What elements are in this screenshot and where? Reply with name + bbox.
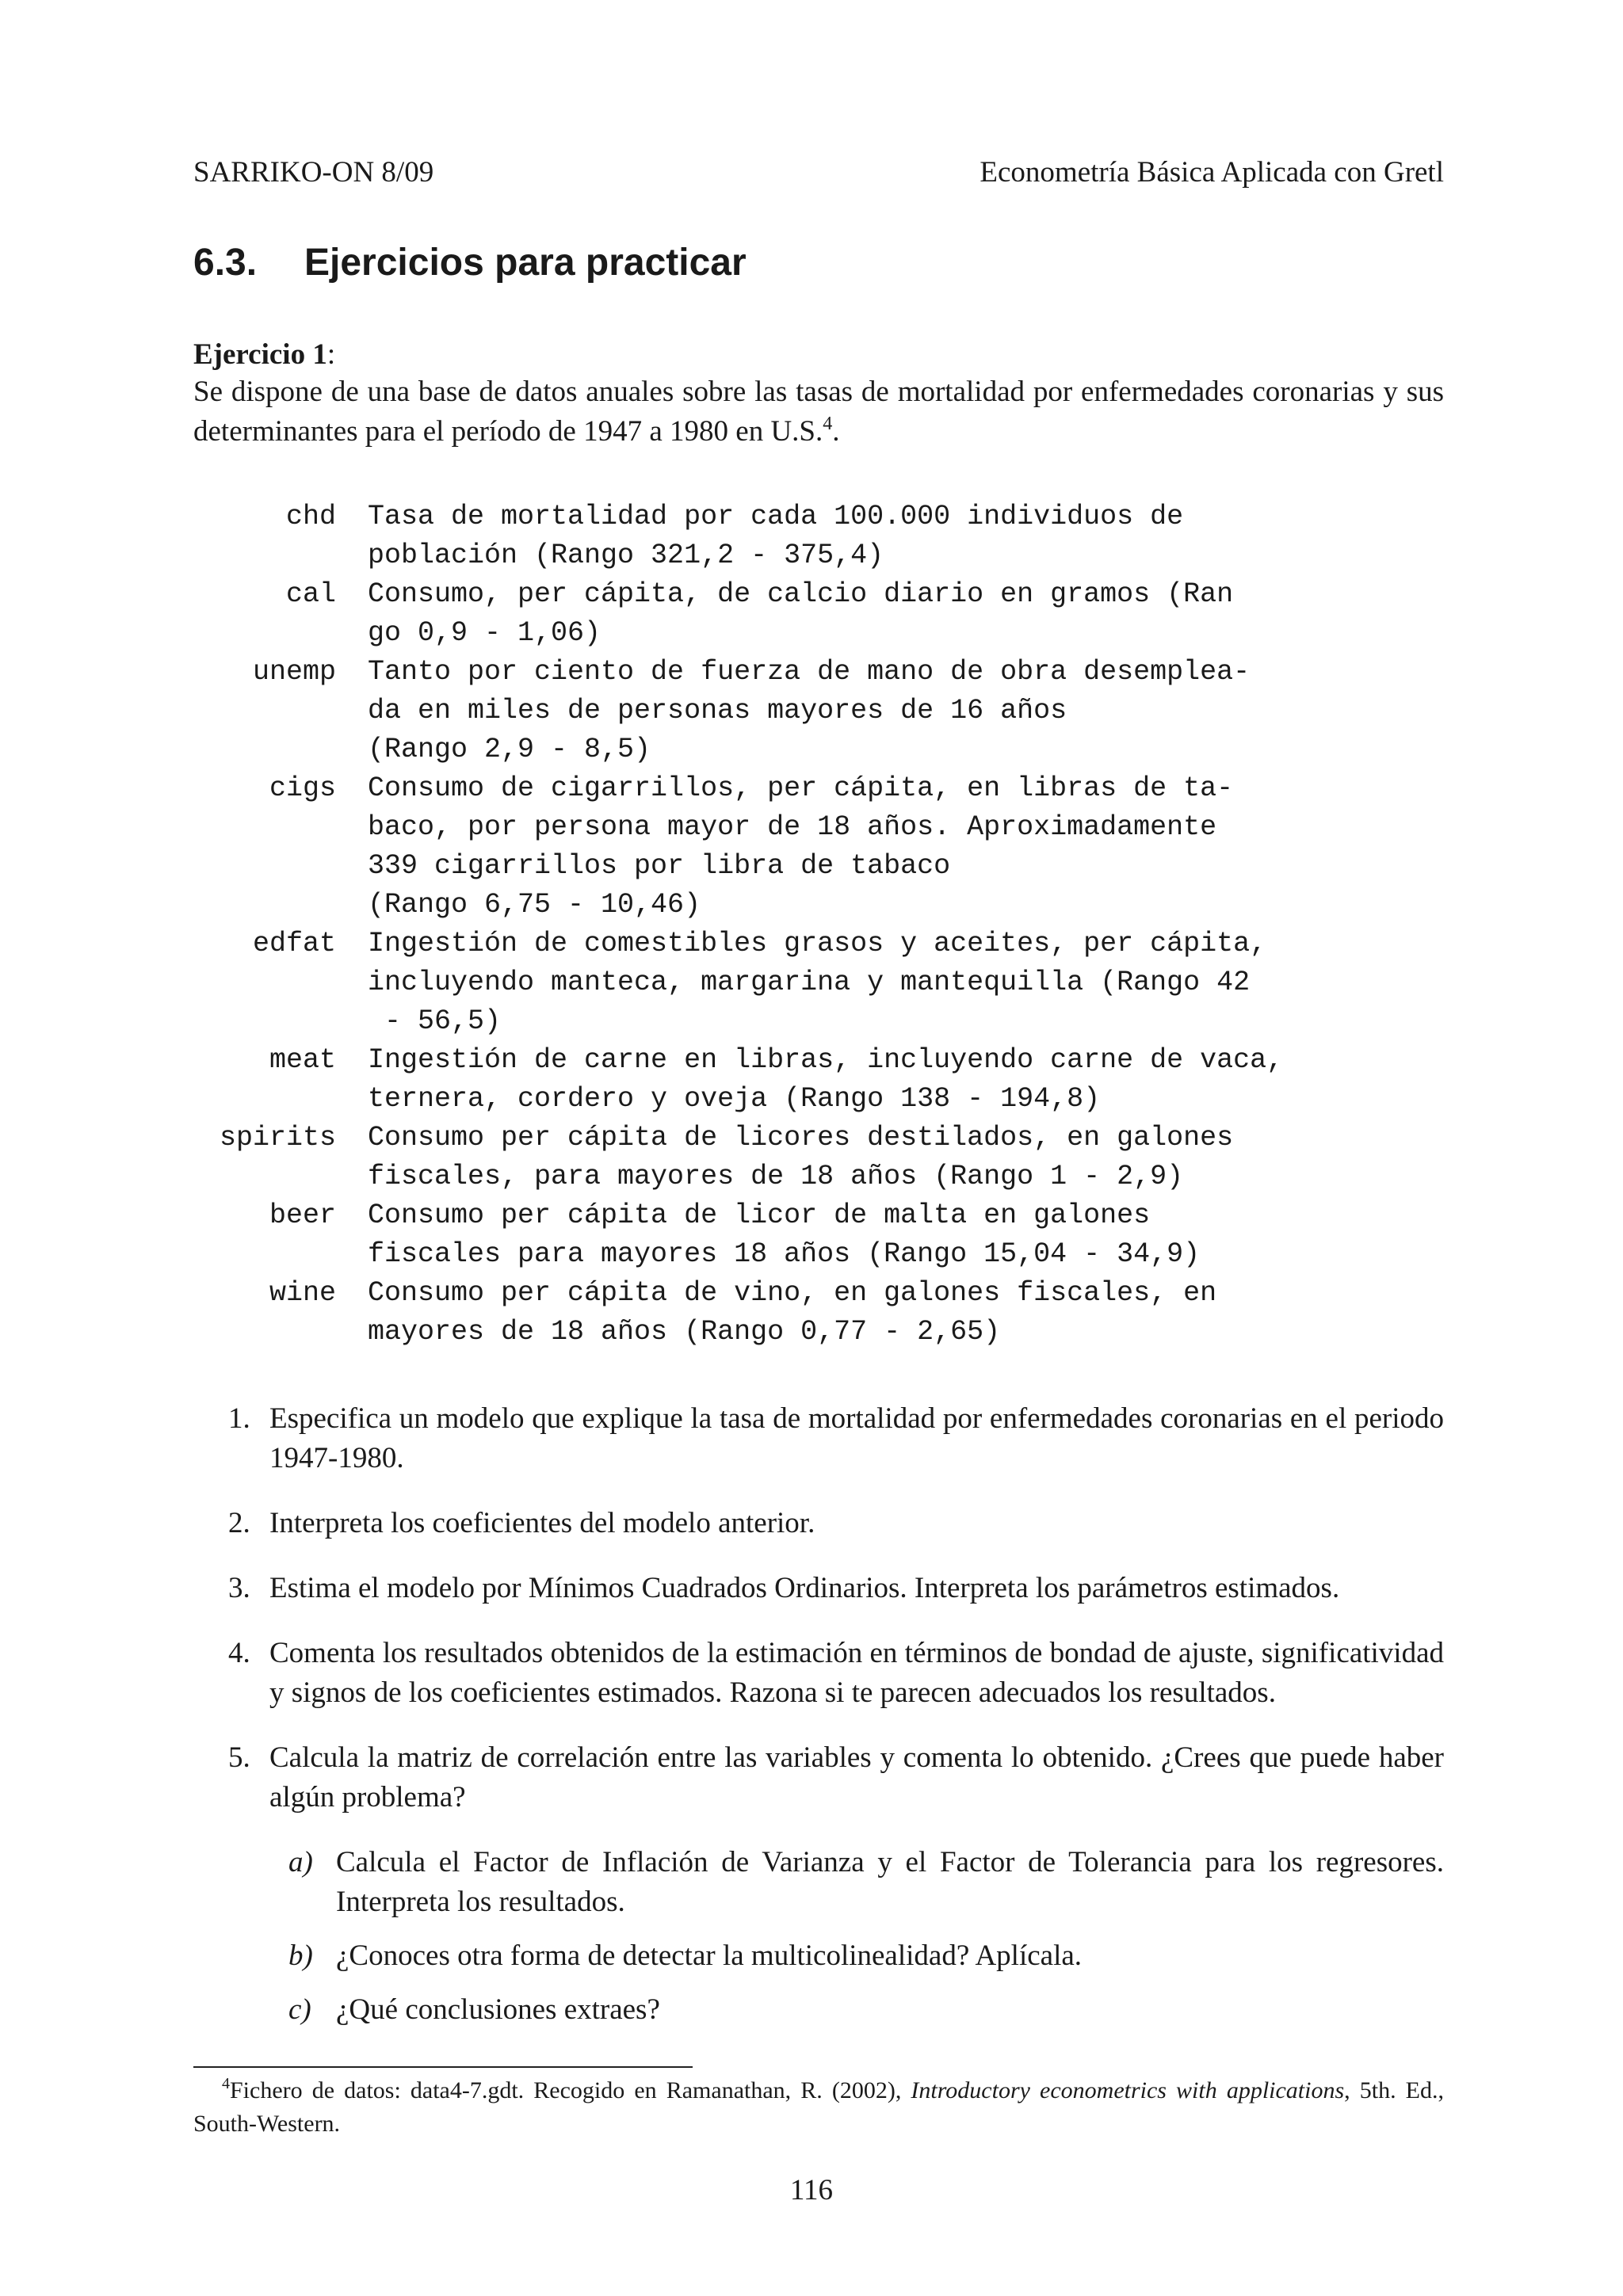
- variable-row: [193, 498, 1382, 575]
- variable-name: beer: [269, 1199, 336, 1231]
- footnote: [193, 2074, 1444, 2141]
- sub-question-item: [269, 1843, 1444, 1922]
- variable-description-line: - 56,5): [368, 1005, 502, 1037]
- variable-description-line: Ingestión de comestibles grasos y aceites, per cápita,: [368, 928, 1267, 959]
- exercise-intro: [193, 372, 1444, 452]
- variable-name: cigs: [269, 772, 336, 804]
- question-number: 5.: [228, 1741, 250, 1774]
- question-number: 3.: [228, 1572, 250, 1604]
- footnote-book-title: Introductory econometrics with applications: [911, 2077, 1345, 2103]
- question-number: 1.: [228, 1402, 250, 1435]
- variable-row: [193, 1196, 1382, 1274]
- variable-description-line: Consumo, per cápita, de calcio diario en gramos (Ran: [368, 578, 1234, 610]
- page-number: 116: [789, 2174, 834, 2206]
- variable-description-line: Consumo per cápita de licor de malta en galones: [368, 1199, 1151, 1231]
- footnote-rule: [193, 2066, 693, 2068]
- variable-description-line: (Rango 2,9 - 8,5): [368, 734, 651, 765]
- variable-description-line: Tanto por ciento de fuerza de mano de obra desemplea-: [368, 656, 1251, 688]
- variable-name: meat: [269, 1044, 336, 1076]
- variable-description: [368, 925, 1267, 1041]
- variable-description: [368, 1196, 1255, 1274]
- variable-description-line: 339 cigarrillos por libra de tabaco: [368, 850, 951, 882]
- variable-description-line: Consumo per cápita de licores destilados, en galones: [368, 1122, 1234, 1154]
- exercise-colon: :: [327, 338, 336, 371]
- question-item: [193, 1399, 1444, 1478]
- variable-description-line: Consumo de cigarrillos, per cápita, en libras de ta-: [368, 772, 1234, 804]
- question-text: Calcula la matriz de correlación entre las variables y comenta lo obtenido. ¿Crees que puede haber algún problema?: [269, 1741, 1444, 1814]
- question-item: [193, 1634, 1444, 1713]
- variable-description-line: mayores de 18 años (Rango 0,77 - 2,65): [368, 1316, 1001, 1348]
- header-left: SARRIKO-ON 8/09: [193, 156, 434, 189]
- question-list: [193, 1399, 1444, 2055]
- sub-question-text: ¿Conoces otra forma de detectar la multicolinealidad? Aplícala.: [336, 1939, 1083, 1972]
- variable-description: [368, 653, 1255, 769]
- sub-question-letter: c): [288, 1993, 311, 2026]
- variable-description-line: ternera, cordero y oveja (Rango 138 - 194,8): [368, 1083, 1101, 1115]
- variable-description: [368, 1274, 1255, 1352]
- variable-row: [193, 575, 1382, 653]
- variable-description: [368, 575, 1255, 653]
- sub-question-item: [269, 1990, 1444, 2030]
- variable-name: edfat: [252, 928, 336, 959]
- footnote-text-before: Fichero de datos: data4-7.gdt. Recogido en Ramanathan, R. (2002),: [230, 2077, 911, 2103]
- sub-question-letter: b): [288, 1939, 313, 1972]
- variable-description: [368, 769, 1255, 925]
- exercise-intro-end: .: [832, 415, 840, 448]
- variable-description-line: da en miles de personas mayores de 16 años: [368, 695, 1067, 727]
- running-header: [193, 152, 1444, 193]
- variable-row: [193, 925, 1382, 1041]
- exercise-heading: [193, 335, 335, 375]
- question-item: [193, 1738, 1444, 2030]
- footnote-text-after: , 5th. Ed., South-Western.: [193, 2077, 1444, 2137]
- sub-question-list: [269, 1843, 1444, 2030]
- variable-name: spirits: [219, 1122, 336, 1154]
- question-item: [193, 1569, 1444, 1608]
- variable-name: unemp: [252, 656, 336, 688]
- variable-description: [368, 498, 1255, 575]
- variable-description-line: baco, por persona mayor de 18 años. Aproximadamente: [368, 811, 1217, 843]
- header-right: Econometría Básica Aplicada con Gretl: [980, 156, 1444, 189]
- question-number: 2.: [228, 1507, 250, 1539]
- variable-row: [193, 1274, 1382, 1352]
- sub-question-item: [269, 1936, 1444, 1976]
- sub-question-text: ¿Qué conclusiones extraes?: [336, 1993, 660, 2026]
- question-text: Estima el modelo por Mínimos Cuadrados Ordinarios. Interpreta los parámetros estimados.: [269, 1572, 1340, 1604]
- exercise-intro-text: Se dispone de una base de datos anuales sobre las tasas de mortalidad por enfermedades coronarias y sus determinantes para el período de 1947 a 1980 en U.S.: [193, 376, 1444, 448]
- section-number: 6.3.: [193, 242, 258, 284]
- variable-description: [368, 1041, 1284, 1119]
- variable-description-line: Consumo per cápita de vino, en galones fiscales, en: [368, 1277, 1217, 1309]
- variable-row: [193, 769, 1382, 925]
- question-text: Comenta los resultados obtenidos de la estimación en términos de bondad de ajuste, significatividad y signos de los coeficientes estimados. Razona si te parecen adecuados los resultados.: [269, 1637, 1444, 1709]
- variable-list: [193, 498, 1382, 1352]
- variable-description-line: población (Rango 321,2 - 375,4): [368, 540, 884, 571]
- variable-description-line: Tasa de mortalidad por cada 100.000 individuos de: [368, 501, 1184, 532]
- variable-description-line: incluyendo manteca, margarina y mantequilla (Rango 42: [368, 967, 1251, 998]
- question-number: 4.: [228, 1637, 250, 1669]
- question-text: Especifica un modelo que explique la tasa de mortalidad por enfermedades coronarias en el periodo 1947-1980.: [269, 1402, 1444, 1474]
- variable-description-line: fiscales, para mayores de 18 años (Rango 1 - 2,9): [368, 1161, 1184, 1192]
- variable-row: [193, 653, 1382, 769]
- footnote-ref[interactable]: 4: [823, 414, 833, 434]
- exercise-label: Ejercicio 1: [193, 338, 327, 371]
- sub-question-letter: a): [288, 1846, 313, 1878]
- variable-name: chd: [285, 501, 336, 532]
- variable-description-line: Ingestión de carne en libras, incluyendo carne de vaca,: [368, 1044, 1284, 1076]
- variable-name: wine: [269, 1277, 336, 1309]
- variable-description-line: (Rango 6,75 - 10,46): [368, 889, 701, 921]
- variable-description-line: fiscales para mayores 18 años (Rango 15,04 - 34,9): [368, 1238, 1201, 1270]
- footnote-mark: 4: [222, 2075, 230, 2092]
- sub-question-text: Calcula el Factor de Inflación de Varianza y el Factor de Tolerancia para los regresores. Interpreta los resultados.: [336, 1846, 1444, 1918]
- variable-row: [193, 1041, 1382, 1119]
- variable-description: [368, 1119, 1255, 1196]
- section-title: [193, 238, 747, 288]
- variable-row: [193, 1119, 1382, 1196]
- variable-name: cal: [285, 578, 336, 610]
- question-text: Interpreta los coeficientes del modelo anterior.: [269, 1507, 815, 1539]
- section-title-text: Ejercicios para practicar: [304, 242, 747, 284]
- variable-description-line: go 0,9 - 1,06): [368, 617, 601, 649]
- question-item: [193, 1504, 1444, 1543]
